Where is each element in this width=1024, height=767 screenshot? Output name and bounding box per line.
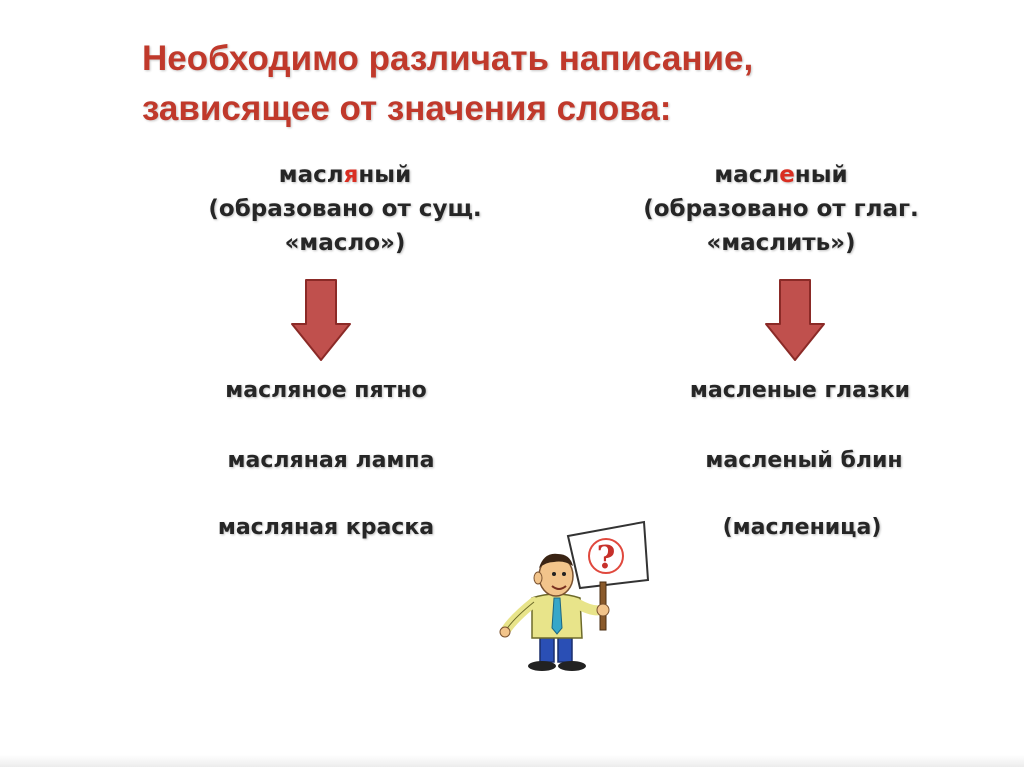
left-note-line-2: «масло»)	[284, 230, 406, 256]
left-note-line-1: (образовано от сущ.	[208, 196, 482, 222]
left-word: масляный	[278, 162, 412, 188]
left-heading	[155, 158, 535, 260]
right-word-highlight-letter: е	[779, 162, 795, 188]
left-example-1: масляное пятно	[225, 378, 427, 403]
title-line-1: Необходимо различать написание,	[142, 39, 754, 78]
down-arrow-icon	[764, 278, 826, 362]
title-line-2: зависящее от значения слова:	[142, 89, 672, 128]
right-note-line-2: «маслить»)	[706, 230, 856, 256]
right-example-1: масленые глазки	[689, 378, 911, 403]
left-word-highlight-letter: я	[343, 162, 359, 188]
page-title	[142, 34, 922, 134]
left-example-3: масляная краска	[217, 515, 435, 540]
left-example-2: масляная лампа	[227, 448, 435, 473]
svg-text:?: ?	[596, 538, 616, 576]
down-arrow-icon	[290, 278, 352, 362]
man-with-question-sign-icon	[498, 518, 658, 678]
right-example-2: масленый блин	[705, 448, 903, 473]
right-example-3: (масленица)	[722, 515, 882, 540]
right-note-line-1: (образовано от глаг.	[643, 196, 919, 222]
right-word: масленый	[714, 162, 848, 188]
right-heading	[591, 158, 971, 260]
slide-bottom-edge	[0, 755, 1024, 767]
